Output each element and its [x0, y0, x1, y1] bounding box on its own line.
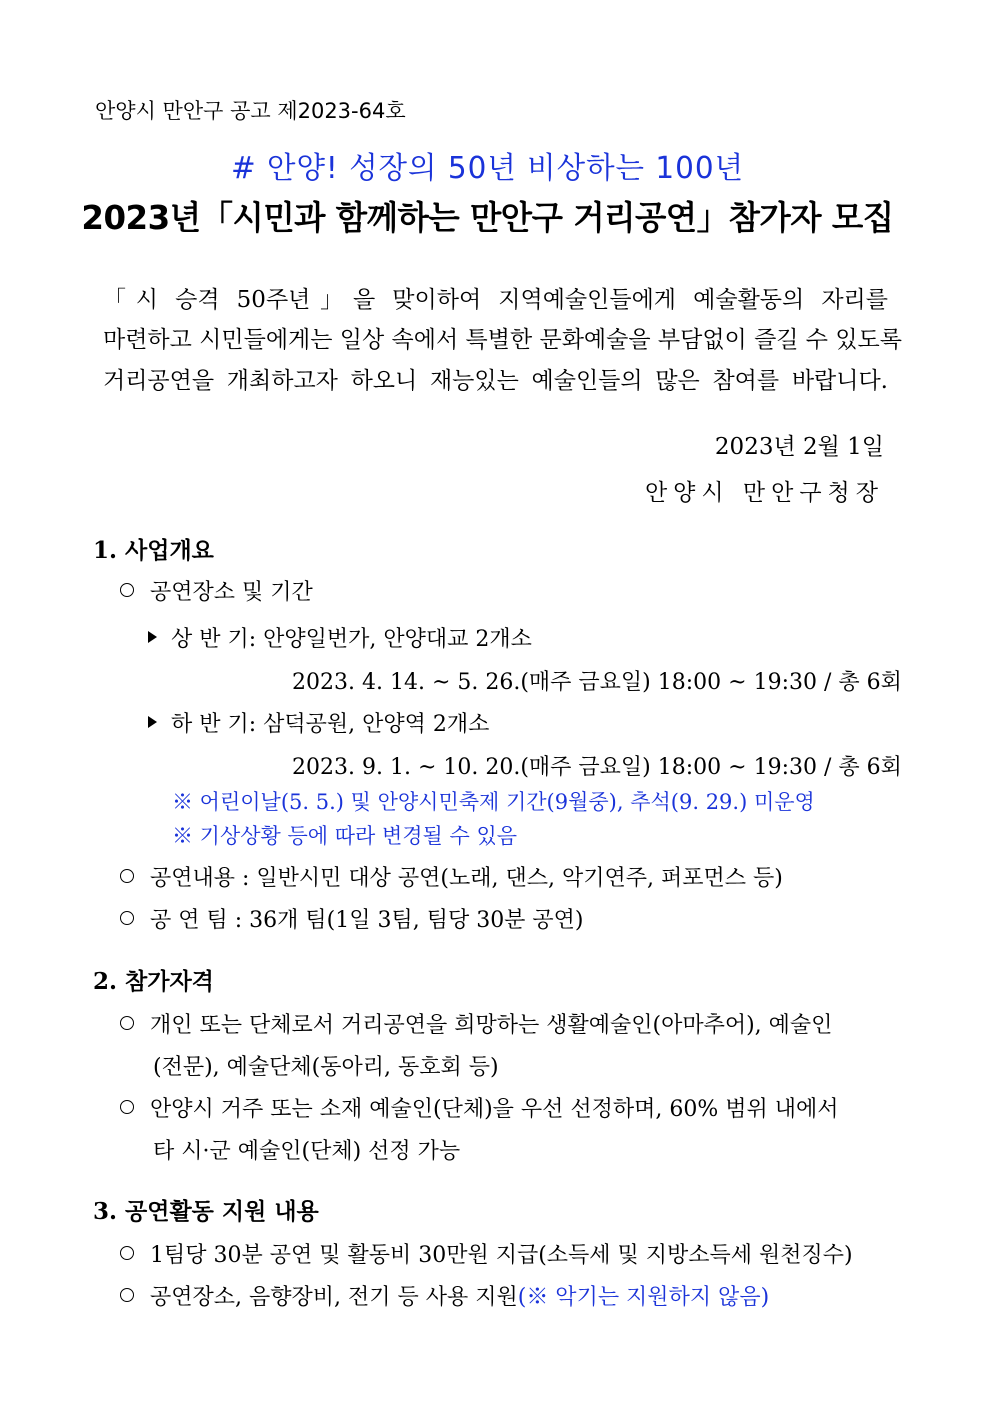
venue-item: [120, 575, 313, 606]
page-title: 2023년「시민과 함께하는 만안구 거리공연」참가자 모집: [81, 198, 894, 237]
circle-bullet-icon: [120, 1016, 134, 1030]
content-item: [120, 861, 783, 892]
circle-bullet-icon: [120, 911, 134, 925]
issuer-name: 안양시 만안구청장: [644, 480, 884, 506]
eligibility-1-line-2: (전문), 예술단체(동아리, 동호회 등): [153, 1055, 499, 1080]
second-half-dates: 2023. 9. 1. ~ 10. 20.(매주 금요일) 18:00 ~ 19:30 / 총 6회: [292, 755, 902, 780]
intro-line-2: 마련하고 시민들에게는 일상 속에서 특별한 문화예술을 부담없이 즐길 수 있도록: [103, 327, 902, 353]
section-1-heading: 1. 사업개요: [93, 537, 214, 564]
support-2-text: 공연장소, 음향장비, 전기 등 사용 지원: [150, 1285, 518, 1310]
support-2-note: (※ 악기는 지원하지 않음): [517, 1285, 770, 1310]
section-2-heading: 2. 참가자격: [93, 968, 214, 995]
eligibility-1-line-1: 개인 또는 단체로서 거리공연을 희망하는 생활예술인(아마추어), 예술인: [150, 1013, 833, 1038]
second-half-item: [148, 707, 489, 738]
support-item-1: [120, 1238, 853, 1269]
schedule-note-1: ※ 어린이날(5. 5.) 및 안양시민축제 기간(9월중), 추석(9. 29.) 미운영: [172, 790, 815, 814]
intro-line-1: 「시 승격 50주년」을 맞이하여 지역예술인들에게 예술활동의 자리를: [103, 287, 888, 313]
first-half-dates: 2023. 4. 14. ~ 5. 26.(매주 금요일) 18:00 ~ 19:30 / 총 6회: [292, 670, 902, 695]
support-1-text: 1팀당 30분 공연 및 활동비 30만원 지급(소득세 및 지방소득세 원천징수): [150, 1243, 853, 1268]
first-half-text: 상 반 기: 안양일번가, 안양대교 2개소: [171, 627, 532, 652]
circle-bullet-icon: [120, 869, 134, 883]
eligibility-2-line-1: 안양시 거주 또는 소재 예술인(단체)을 우선 선정하며, 60% 범위 내에서: [150, 1097, 839, 1122]
intro-line-3: 거리공연을 개최하고자 하오니 재능있는 예술인들의 많은 참여를 바랍니다.: [103, 368, 888, 394]
announcement-date: 2023년 2월 1일: [714, 434, 884, 460]
circle-bullet-icon: [120, 1246, 134, 1260]
teams-item: [120, 903, 584, 934]
circle-bullet-icon: [120, 583, 134, 597]
eligibility-item-2: [120, 1092, 839, 1123]
notice-number: 안양시 만안구 공고 제2023-64호: [95, 99, 406, 123]
schedule-note-2: ※ 기상상황 등에 따라 변경될 수 있음: [172, 824, 518, 848]
eligibility-item-1: [120, 1008, 832, 1039]
circle-bullet-icon: [120, 1100, 134, 1114]
triangle-bullet-icon: [148, 631, 157, 643]
teams-text: 공 연 팀 : 36개 팀(1일 3팀, 팀당 30분 공연): [150, 908, 584, 933]
first-half-item: [148, 622, 532, 653]
slogan: # 안양! 성장의 50년 비상하는 100년: [230, 151, 745, 186]
content-text: 공연내용 : 일반시민 대상 공연(노래, 댄스, 악기연주, 퍼포먼스 등): [150, 866, 783, 891]
eligibility-2-line-2: 타 시·군 예술인(단체) 선정 가능: [153, 1139, 461, 1164]
support-item-2: [120, 1280, 769, 1311]
section-3-heading: 3. 공연활동 지원 내용: [93, 1198, 319, 1225]
second-half-text: 하 반 기: 삼덕공원, 안양역 2개소: [171, 712, 490, 737]
venue-label: 공연장소 및 기간: [150, 580, 313, 605]
triangle-bullet-icon: [148, 716, 157, 728]
circle-bullet-icon: [120, 1288, 134, 1302]
